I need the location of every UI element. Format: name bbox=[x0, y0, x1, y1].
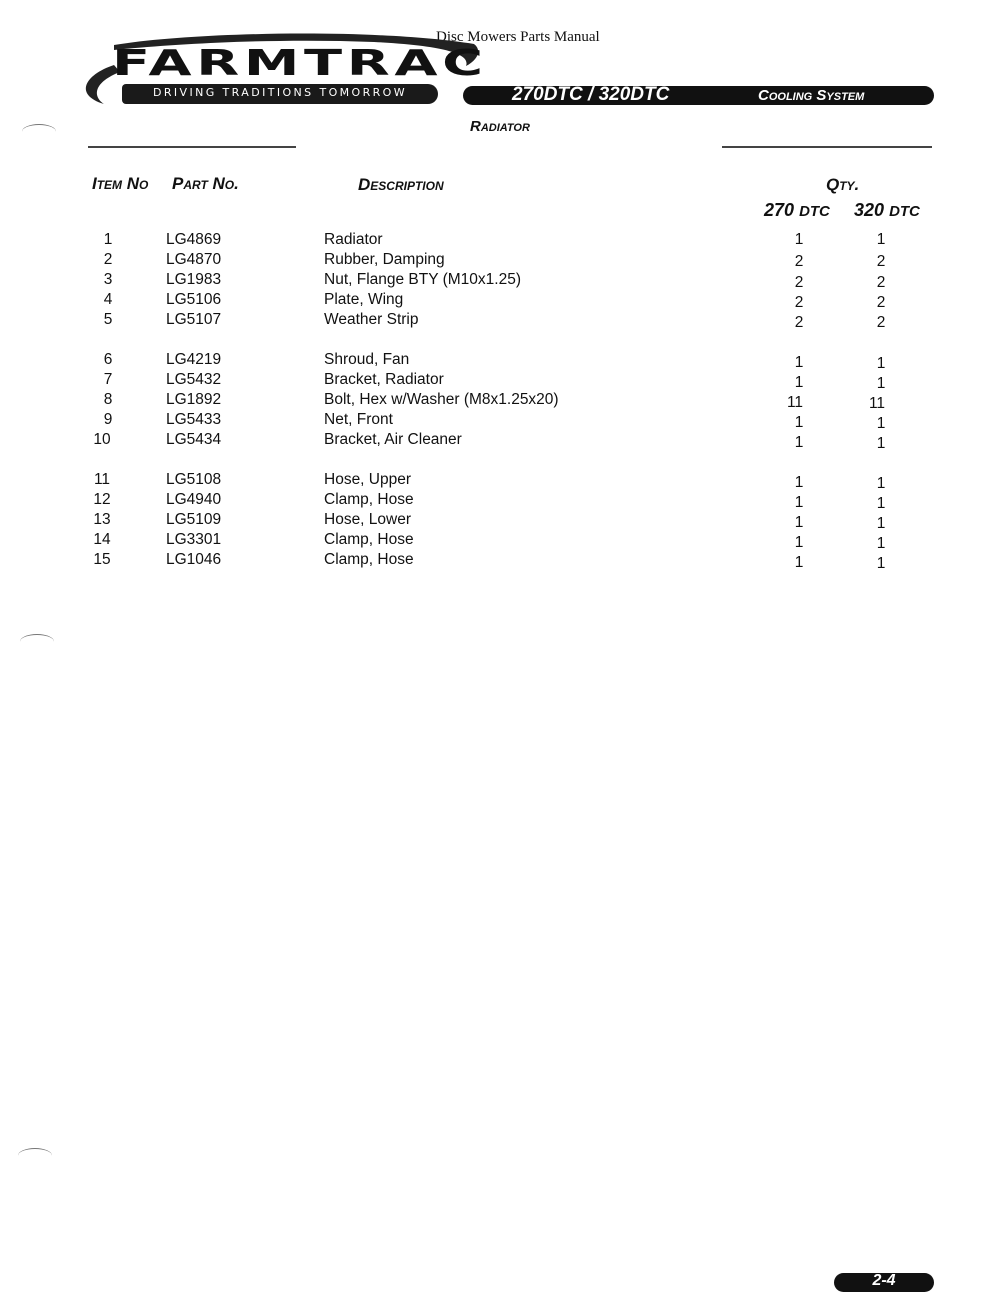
document-title: Disc Mowers Parts Manual bbox=[436, 29, 600, 45]
binder-hole-mark bbox=[18, 1148, 52, 1163]
qty-320: 1 bbox=[876, 515, 886, 532]
logo-wordmark: FARMTRAC bbox=[112, 43, 488, 84]
part-description: Hose, Lower bbox=[324, 511, 412, 528]
qty-270: 11 bbox=[786, 394, 804, 411]
qty-270: 2 bbox=[794, 314, 804, 331]
part-number: LG5108 bbox=[166, 471, 222, 488]
column-header-part: Part No. bbox=[172, 174, 239, 193]
qty-270: 1 bbox=[794, 231, 804, 248]
part-description: Bracket, Radiator bbox=[324, 371, 444, 388]
qty-320: 1 bbox=[876, 475, 886, 492]
binder-hole-mark bbox=[20, 634, 54, 649]
part-number: LG5106 bbox=[166, 291, 222, 308]
column-header-qty-320 bbox=[854, 200, 920, 221]
page-subtitle: Radiator bbox=[470, 118, 530, 135]
item-number: 8 bbox=[103, 391, 113, 408]
part-number: LG1892 bbox=[166, 391, 222, 408]
qty-320: 2 bbox=[876, 253, 886, 270]
item-number: 5 bbox=[103, 311, 113, 328]
item-number: 3 bbox=[103, 271, 113, 288]
qty-270: 2 bbox=[794, 274, 804, 291]
qty-270: 1 bbox=[794, 534, 804, 551]
column-header-item: Item No bbox=[92, 174, 149, 193]
item-number: 11 bbox=[93, 471, 111, 488]
item-number: 13 bbox=[93, 511, 111, 528]
item-number: 12 bbox=[93, 491, 111, 508]
qty-270: 1 bbox=[794, 494, 804, 511]
qty-270: 1 bbox=[794, 474, 804, 491]
qty-320: 2 bbox=[876, 274, 886, 291]
item-number: 7 bbox=[103, 371, 113, 388]
qty-320: 1 bbox=[876, 435, 886, 452]
part-description: Weather Strip bbox=[324, 311, 419, 328]
item-number: 14 bbox=[93, 531, 111, 548]
qty-270: 1 bbox=[794, 414, 804, 431]
part-description: Bracket, Air Cleaner bbox=[324, 431, 462, 448]
part-number: LG4219 bbox=[166, 351, 222, 368]
qty-320: 1 bbox=[876, 415, 886, 432]
logo-tagline: DRIVING TRADITIONS TOMORROW bbox=[152, 86, 407, 99]
qty-270: 2 bbox=[794, 294, 804, 311]
part-number: LG5433 bbox=[166, 411, 222, 428]
qty-320: 11 bbox=[868, 395, 886, 412]
part-description: Plate, Wing bbox=[324, 291, 404, 308]
part-description: Bolt, Hex w/Washer (M8x1.25x20) bbox=[324, 391, 559, 408]
item-number: 10 bbox=[93, 431, 111, 448]
part-description: Rubber, Damping bbox=[324, 251, 445, 268]
qty-320: 1 bbox=[876, 375, 886, 392]
part-number: LG4870 bbox=[166, 251, 222, 268]
qty-320: 2 bbox=[876, 314, 886, 331]
qty-270-suffix: DTC bbox=[799, 203, 830, 220]
part-description: Radiator bbox=[324, 231, 383, 248]
part-description: Hose, Upper bbox=[324, 471, 412, 488]
part-description: Clamp, Hose bbox=[324, 491, 414, 508]
part-description: Shroud, Fan bbox=[324, 351, 410, 368]
item-number: 9 bbox=[103, 411, 113, 428]
qty-320: 1 bbox=[876, 535, 886, 552]
item-number: 1 bbox=[103, 231, 113, 248]
model-label: 270DTC / 320DTC bbox=[512, 84, 670, 105]
right-divider bbox=[722, 146, 932, 148]
part-number: LG5432 bbox=[166, 371, 222, 388]
part-number: LG4869 bbox=[166, 231, 222, 248]
qty-270: 1 bbox=[794, 434, 804, 451]
binder-hole-mark bbox=[22, 124, 56, 139]
qty-270: 1 bbox=[794, 554, 804, 571]
qty-270: 1 bbox=[794, 354, 804, 371]
qty-320: 1 bbox=[876, 555, 886, 572]
part-number: LG4940 bbox=[166, 491, 222, 508]
part-number: LG5434 bbox=[166, 431, 222, 448]
column-header-qty: Qty. bbox=[826, 175, 860, 194]
item-number: 6 bbox=[103, 351, 113, 368]
part-number: LG5107 bbox=[166, 311, 222, 328]
qty-320: 2 bbox=[876, 294, 886, 311]
qty-320: 1 bbox=[876, 355, 886, 372]
part-number: LG1983 bbox=[166, 271, 222, 288]
column-header-qty-270 bbox=[764, 200, 830, 221]
item-number: 15 bbox=[93, 551, 111, 568]
section-label: Cooling System bbox=[758, 87, 865, 104]
qty-270: 1 bbox=[794, 514, 804, 531]
qty-320: 1 bbox=[876, 495, 886, 512]
part-number: LG3301 bbox=[166, 531, 222, 548]
part-number: LG5109 bbox=[166, 511, 222, 528]
column-header-description: Description bbox=[358, 175, 444, 194]
item-number: 4 bbox=[103, 291, 113, 308]
part-description: Nut, Flange BTY (M10x1.25) bbox=[324, 271, 521, 288]
qty-270: 2 bbox=[794, 253, 804, 270]
part-description: Net, Front bbox=[324, 411, 393, 428]
qty-270-model: 270 bbox=[764, 200, 795, 220]
item-number: 2 bbox=[103, 251, 113, 268]
part-description: Clamp, Hose bbox=[324, 551, 414, 568]
qty-320: 1 bbox=[876, 231, 886, 248]
qty-270: 1 bbox=[794, 374, 804, 391]
qty-320-suffix: DTC bbox=[889, 203, 920, 220]
page-number: 2-4 bbox=[872, 1272, 896, 1289]
qty-320-model: 320 bbox=[854, 200, 885, 220]
part-number: LG1046 bbox=[166, 551, 222, 568]
left-divider bbox=[88, 146, 296, 148]
part-description: Clamp, Hose bbox=[324, 531, 414, 548]
